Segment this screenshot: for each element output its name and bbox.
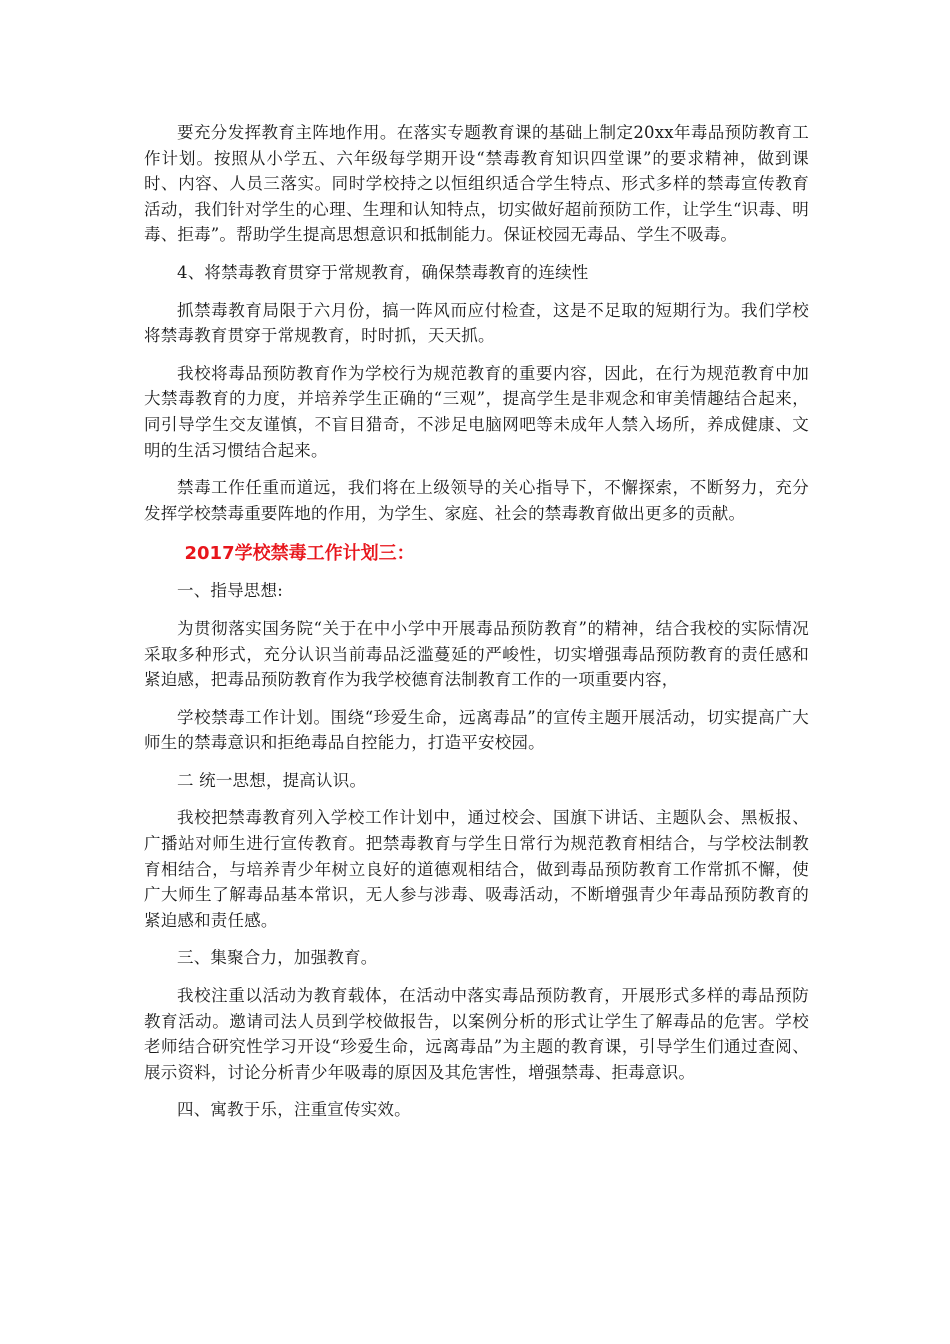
paragraph: 为贯彻落实国务院“关于在中小学中开展毒品预防教育”的精神，结合我校的实际情况采取多种形式，充分认识当前毒品泛滥蔓延的严峻性，切实增强毒品预防教育的责任感和紧迫感，把毒品预防教育作为我学校德育法制教育工作的一项重要内容， bbox=[144, 618, 809, 690]
paragraph: 禁毒工作任重而道远，我们将在上级领导的关心指导下，不懈探索，不断努力，充分发挥学校禁毒重要阵地的作用，为学生、家庭、社会的禁毒教育做出更多的贡献。 bbox=[144, 478, 809, 523]
paragraph: 我校注重以活动为教育载体，在活动中落实毒品预防教育，开展形式多样的毒品预防教育活动。邀请司法人员到学校做报告，以案例分析的形式让学生了解毒品的危害。学校老师结合研究性学习开设“珍爱生命，远离毒品”为主题的教育课，引导学生们通过查阅、展示资料，讨论分析青少年吸毒的原因及其危害性，增强禁毒、拒毒意识。 bbox=[144, 986, 809, 1082]
document-body bbox=[144, 120, 809, 1135]
paragraph-subheading: 二 统一思想，提高认识。 bbox=[177, 770, 367, 790]
paragraph-subheading: 四、寓教于乐，注重宣传实效。 bbox=[177, 1100, 411, 1120]
paragraph: 我校将毒品预防教育作为学校行为规范教育的重要内容，因此，在行为规范教育中加大禁毒教育的力度，并培养学生正确的“三观”，提高学生是非观念和审美情趣结合起来，同引导学生交友谨慎，不盲目猎奇，不涉足电脑网吧等未成年人禁入场所，养成健康、文明的生活习惯结合起来。 bbox=[144, 363, 809, 460]
paragraph: 抓禁毒教育局限于六月份，搞一阵风而应付检查，这是不足取的短期行为。我们学校将禁毒教育贯穿于常规教育，时时抓，天天抓。 bbox=[144, 300, 809, 346]
paragraph: 学校禁毒工作计划。围绕“珍爱生命，远离毒品”的宣传主题开展活动，切实提高广大师生的禁毒意识和拒绝毒品自控能力，打造平安校园。 bbox=[144, 707, 809, 753]
paragraph: 要充分发挥教育主阵地作用。在落实专题教育课的基础上制定20xx年毒品预防教育工作计划。按照从小学五、六年级每学期开设“禁毒教育知识四堂课”的要求精神，做到课时、内容、人员三落实。同时学校持之以恒组织适合学生特点、形式多样的禁毒宣传教育活动，我们针对学生的心理、生理和认知特点，切实做好超前预防工作，让学生“识毒、明毒、拒毒”。帮助学生提高思想意识和抵制能力。保证校园无毒品、学生不吸毒。 bbox=[144, 123, 809, 245]
paragraph-subheading: 4、将禁毒教育贯穿于常规教育，确保禁毒教育的连续性 bbox=[177, 262, 589, 282]
section-title: 2017学校禁毒工作计划三： bbox=[184, 543, 415, 565]
paragraph-subheading: 三、集聚合力，加强教育。 bbox=[177, 948, 378, 968]
paragraph: 我校把禁毒教育列入学校工作计划中，通过校会、国旗下讲话、主题队会、黑板报、广播站对师生进行宣传教育。把禁毒教育与学生日常行为规范教育相结合，与学校法制教育相结合，与培养青少年树立良好的道德观相结合，做到毒品预防教育工作常抓不懈，使广大师生了解毒品基本常识，无人参与涉毒、吸毒活动，不断增强青少年毒品预防教育的紧迫感和责任感。 bbox=[144, 808, 809, 930]
paragraph-subheading: 一、指导思想: bbox=[177, 581, 283, 601]
